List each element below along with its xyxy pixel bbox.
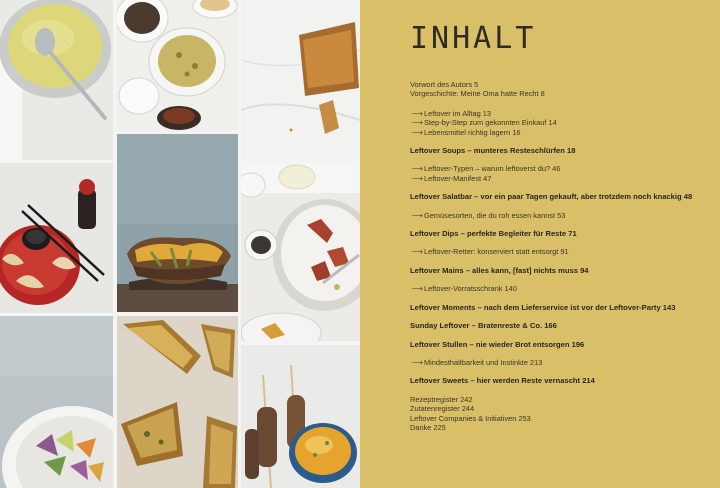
toc-entry: Vorgeschichte: Meine Oma hatte Recht 8 [410, 89, 545, 99]
toc-subentry: ⟶Leftover-Retter: konserviert statt entsorgt 91 [412, 247, 569, 257]
arrow-icon: ⟶ [412, 284, 423, 294]
toc-chapter-salatbar: Leftover Salatbar – vor ein paar Tagen gekauft, aber trotzdem noch knackig 48 [410, 192, 693, 202]
toc-appendix-entry: Zutatenregister 244 [410, 404, 475, 414]
arrow-icon: ⟶ [412, 210, 423, 220]
photo-soup-bowl [0, 0, 113, 160]
table-of-contents-page [360, 0, 720, 488]
toc-chapter-soups: Leftover Soups – munteres Resteschlürfen 18 [410, 146, 576, 156]
toc-appendix-entry: Leftover Companies & Initiativen 253 [410, 413, 531, 423]
toc-subentry: ⟶Leftover-Vorratsschrank 140 [412, 284, 517, 294]
photo-salad-bowl [0, 316, 113, 488]
photo-hummus-bowls [117, 0, 238, 130]
toc-subentry: ⟶Leftover im Alltag 13 [412, 108, 491, 118]
photo-stuffed-sandwich [117, 134, 238, 312]
arrow-icon: ⟶ [412, 357, 423, 367]
toc-subentry: ⟶Leftover-Typen – warum leftoverst du? 46 [412, 164, 561, 174]
toc-chapter-sunday: Sunday Leftover – Bratenreste & Co. 166 [410, 321, 557, 331]
arrow-icon: ⟶ [412, 118, 423, 128]
photo-quiche-slices [117, 316, 238, 488]
toc-chapter-sweets: Leftover Sweets – hier werden Reste vernascht 214 [410, 376, 595, 386]
toc-chapter-mains: Leftover Mains – alles kann, [fast] nichts muss 94 [410, 265, 589, 275]
toc-subentry: ⟶Mindesthaltbarkeit und Instinkte 213 [412, 357, 543, 367]
toc-subentry: ⟶Lebensmittel richtig lagern 16 [412, 127, 521, 137]
photo-dumplings [0, 163, 113, 313]
toc-chapter-dips: Leftover Dips – perfekte Begleiter für Reste 71 [410, 229, 577, 239]
toc-chapter-moments: Leftover Moments – nach dem Lieferservice ist vor der Leftover-Party 143 [410, 302, 676, 312]
toc-appendix-entry: Rezeptregister 242 [410, 394, 473, 404]
toc-subentry: ⟶Leftover-Manifest 47 [412, 173, 492, 183]
photo-plate-with-fork [241, 163, 360, 341]
toc-list [410, 80, 710, 432]
toc-entry: Vorwort des Autors 5 [410, 80, 479, 89]
toc-subentry: ⟶Gemüsesorten, die du roh essen kannst 53 [412, 210, 566, 220]
toc-appendix-entry: Danke 225 [410, 422, 446, 432]
toc-subentry: ⟶Step-by-Step zum gekonnten Einkauf 14 [412, 118, 557, 128]
arrow-icon: ⟶ [412, 247, 423, 257]
arrow-icon: ⟶ [412, 108, 423, 118]
toc-chapter-stullen: Leftover Stullen – nie wieder Brot entsorgen 196 [410, 339, 585, 349]
photo-skewers-curry [241, 345, 360, 488]
arrow-icon: ⟶ [412, 127, 423, 137]
toc-title: INHALT [410, 21, 537, 56]
photo-toast-marble [241, 0, 360, 160]
arrow-icon: ⟶ [412, 164, 423, 174]
arrow-icon: ⟶ [412, 173, 423, 183]
